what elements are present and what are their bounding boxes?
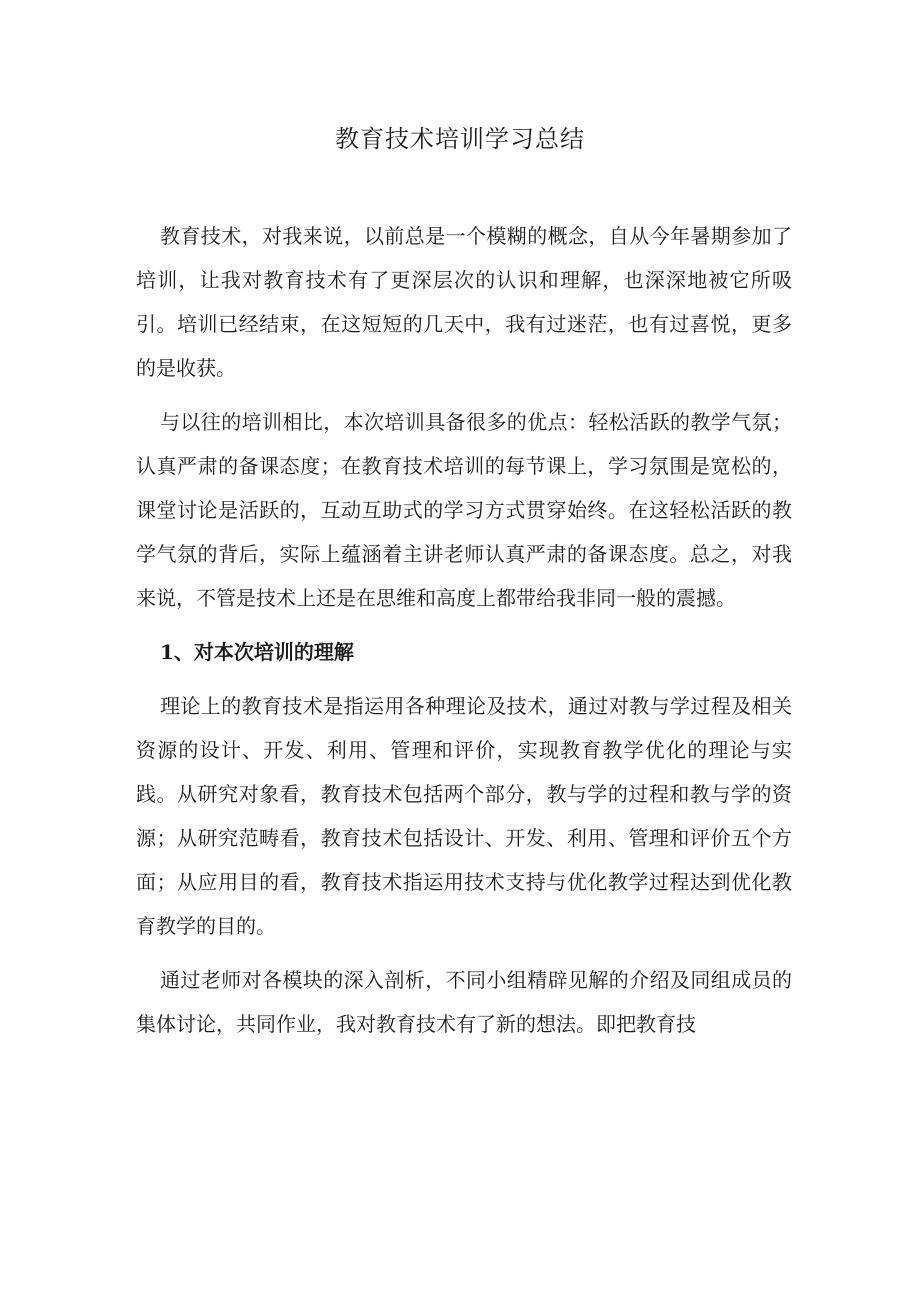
document-body — [136, 214, 792, 1056]
paragraph-reflection: 通过老师对各模块的深入剖析，不同小组精辟见解的介绍及同组成员的集体讨论，共同作业，我对教育技术有了新的想法。即把教育技 — [136, 968, 792, 1036]
paragraph-theory: 理论上的教育技术是指运用各种理论及技术，通过对教与学过程及相关资源的设计、开发、利用、管理和评价，实现教育教学优化的理论与实践。从研究对象看，教育技术包括两个部分，教与学的过程和教与学的资源；从研究范畴看，教育技术包括设计、开发、利用、管理和评价五个方面；从应用目的看，教育技术指运用技术支持与优化教学过程达到优化教育教学的目的。 — [136, 694, 792, 938]
paragraph-comparison: 与以往的培训相比，本次培训具备很多的优点：轻松活跃的教学气氛；认真严肃的备课态度；在教育技术培训的每节课上，学习氛围是宽松的，课堂讨论是活跃的，互动互助式的学习方式贯穿始终。在这轻松活跃的教学气氛的背后，实际上蕴涵着主讲老师认真严肃的备课态度。总之，对我来说，不管是技术上还是在思维和高度上都带给我非同一般的震撼。 — [136, 410, 792, 610]
document-title: 教育技术培训学习总结 — [335, 125, 585, 153]
section-heading-1: 1、对本次培训的理解 — [160, 640, 354, 664]
paragraph-intro: 教育技术，对我来说，以前总是一个模糊的概念，自从今年暑期参加了培训，让我对教育技术有了更深层次的认识和理解，也深深地被它所吸引。培训已经结束，在这短短的几天中，我有过迷茫，也有过喜悦，更多的是收获。 — [136, 224, 792, 380]
